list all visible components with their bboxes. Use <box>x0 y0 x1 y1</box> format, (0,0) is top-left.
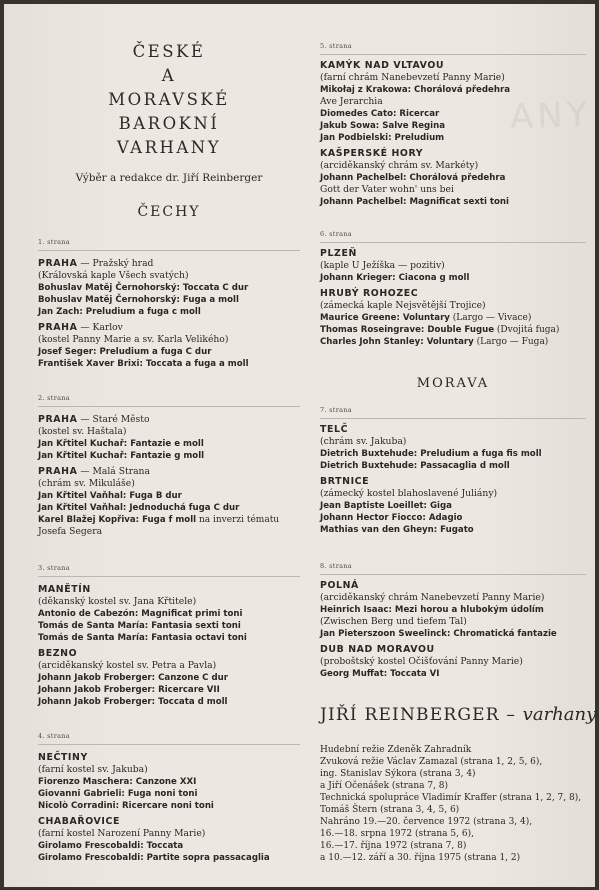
credit-line: Hudební režie Zdeněk Zahradník <box>320 745 472 755</box>
credit-line: 16.—18. srpna 1972 (strana 5, 6), <box>320 829 474 839</box>
track: Mathias van den Gheyn: Fugato <box>320 525 474 535</box>
track: Jan Křtitel Vaňhal: Fuga B dur <box>38 491 182 501</box>
divider <box>38 406 300 407</box>
credit-line: Tomáš Štern (strana 3, 4, 5, 6) <box>320 805 460 815</box>
page-label: 1. strana <box>38 238 70 246</box>
track: Bohuslav Matěj Černohorský: Toccata C dur <box>38 283 249 293</box>
venue-note: (kostel sv. Haštala) <box>38 426 127 437</box>
performer-line: JIŘÍ REINBERGER – varhany <box>320 704 597 725</box>
track: Josef Seger: Preludium a fuga C dur <box>38 347 212 357</box>
divider <box>320 242 586 243</box>
section-morava: MORAVA <box>416 376 490 391</box>
track: Georg Muffat: Toccata VI <box>320 669 440 679</box>
venue-note: (farní chrám Nanebevzetí Panny Marie) <box>320 72 505 83</box>
page-label: 5. strana <box>320 42 352 50</box>
divider <box>38 744 300 745</box>
venue-heading: PRAHA — Pražský hrad <box>38 258 154 269</box>
page-label: 4. strana <box>38 732 70 740</box>
track: Johann Krieger: Ciacona g moll <box>320 273 470 283</box>
track: Jan Pieterszoon Sweelinck: Chromatická fantazie <box>320 629 557 639</box>
venue-heading: PRAHA — Malá Strana <box>38 466 150 477</box>
track: Johann Pachelbel: Chorálová předehra <box>320 173 506 183</box>
subtitle: Výběr a redakce dr. Jiří Reinberger <box>75 172 263 184</box>
track: Fiorenzo Maschera: Canzone XXI <box>38 777 197 787</box>
venue-note: (arciděkanský chrám Nanebevzetí Panny Marie) <box>320 592 545 603</box>
venue-heading: POLNÁ <box>320 580 359 591</box>
venue-heading: PRAHA — Staré Město <box>38 414 150 425</box>
venue-note: (kaple U Ježíška — pozitiv) <box>320 260 445 271</box>
venue-heading: NEČTINY <box>38 752 88 763</box>
track: Mikołaj z Krakowa: Chorálová předehra <box>320 85 511 95</box>
venue-note: (zámecká kaple Nejsvětější Trojice) <box>320 300 486 311</box>
page-label: 3. strana <box>38 564 70 572</box>
credit-line: a Jiří Očenášek (strana 7, 8) <box>320 781 449 791</box>
venue-note: (arciděkanský chrám sv. Markéty) <box>320 160 479 171</box>
credit-line: ing. Stanislav Sýkora (strana 3, 4) <box>320 769 476 779</box>
track-continuation: (Zwischen Berg und tiefem Tal) <box>320 616 467 627</box>
track: Bohuslav Matěj Černohorský: Fuga a moll <box>38 295 239 305</box>
venue-heading: HRUBÝ ROHOZEC <box>320 288 419 299</box>
venue-heading: PLZEŇ <box>320 248 357 259</box>
track: Johann Pachelbel: Magnificat sexti toni <box>320 197 509 207</box>
track: Giovanni Gabrieli: Fuga noni toni <box>38 789 198 799</box>
track: Karel Blažej Kopřiva: Fuga f moll na inverzi tématu <box>38 515 280 525</box>
divider <box>320 418 586 419</box>
venue-note: (kostel Panny Marie a sv. Karla Velikého) <box>38 334 229 345</box>
venue-note: (Královská kaple Všech svatých) <box>38 270 189 281</box>
track: Tomás de Santa María: Fantasia octavi toni <box>38 633 247 643</box>
venue-note: (arciděkanský kostel sv. Petra a Pavla) <box>38 660 217 671</box>
venue-heading: TELČ <box>320 424 349 435</box>
track: Nicolò Corradini: Ricercare noni toni <box>38 801 214 811</box>
venue-note: (zámecký kostel blahoslavené Juliány) <box>320 488 498 499</box>
venue-note: (chrám sv. Mikuláše) <box>38 478 135 489</box>
title-line-5: VARHANY <box>116 138 222 157</box>
venue-note: (děkanský kostel sv. Jana Křtitele) <box>38 596 197 607</box>
venue-heading: PRAHA — Karlov <box>38 322 123 333</box>
track: Heinrich Isaac: Mezi horou a hlubokým údolím <box>320 605 544 615</box>
track: Charles John Stanley: Voluntary (Largo — Fuga) <box>320 337 549 347</box>
venue-heading: BEZNO <box>38 648 78 659</box>
track: Maurice Greene: Voluntary (Largo — Vivace) <box>320 313 532 323</box>
page-label: 8. strana <box>320 562 352 570</box>
track: Jean Baptiste Loeillet: Giga <box>320 501 452 511</box>
section-cechy: ČECHY <box>137 204 201 220</box>
venue-heading: DUB NAD MORAVOU <box>320 644 435 655</box>
divider <box>320 54 586 55</box>
venue-note: (proboštský kostel Očišťování Panny Marie) <box>320 656 523 667</box>
track: Jan Křtitel Kuchař: Fantazie e moll <box>38 439 204 449</box>
title-line-4: BAROKNÍ <box>118 114 220 133</box>
track: Dietrich Buxtehude: Passacaglia d moll <box>320 461 510 471</box>
venue-note: (farní kostel Narození Panny Marie) <box>38 828 206 839</box>
venue-heading: BRTNICE <box>320 476 370 487</box>
venue-heading: CHABAŘOVICE <box>38 816 120 827</box>
credit-line: Nahráno 19.—20. července 1972 (strana 3, 4), <box>320 817 533 827</box>
divider <box>38 576 300 577</box>
venue-heading: KAMÝK NAD VLTAVOU <box>320 60 445 71</box>
track-continuation: Gott der Vater wohn' uns bei <box>320 184 454 195</box>
track: Jan Podbielski: Preludium <box>320 133 445 143</box>
title-line-1: ČESKÉ <box>132 42 206 61</box>
track: František Xaver Brixi: Toccata a fuga a moll <box>38 359 249 369</box>
track: Johann Jakob Froberger: Canzone C dur <box>38 673 228 683</box>
track: Jan Zach: Preludium a fuga c moll <box>38 307 201 317</box>
credit-line: Technická spolupráce Vladimír Kraffer (strana 1, 2, 7, 8), <box>320 793 582 803</box>
track: Tomás de Santa María: Fantasia sexti toni <box>38 621 241 631</box>
venue-note: (chrám sv. Jakuba) <box>320 436 407 447</box>
track: Thomas Roseingrave: Double Fugue (Dvojitá fuga) <box>320 325 560 335</box>
track: Jan Křtitel Vaňhal: Jednoduchá fuga C dur <box>38 503 240 513</box>
credit-line: 16.—17. října 1972 (strana 7, 8) <box>320 841 467 851</box>
track: Johann Jakob Froberger: Toccata d moll <box>38 697 228 707</box>
track: Dietrich Buxtehude: Preludium a fuga fis moll <box>320 449 542 459</box>
page-label: 7. strana <box>320 406 352 414</box>
track-continuation: Ave Jerarchia <box>320 96 383 107</box>
credit-line: a 10.—12. září a 30. října 1975 (strana 1, 2) <box>320 853 521 863</box>
track: Antonio de Cabezón: Magnificat primi toni <box>38 609 243 619</box>
track: Jakub Sowa: Salve Regina <box>320 121 446 131</box>
page-label: 6. strana <box>320 230 352 238</box>
title-line-2: A <box>161 66 177 85</box>
track: Diomedes Cato: Ricercar <box>320 109 440 119</box>
title-line-3: MORAVSKÉ <box>108 90 230 109</box>
credit-line: Zvuková režie Václav Zamazal (strana 1, 2, 5, 6), <box>320 757 543 767</box>
track: Johann Jakob Froberger: Ricercare VII <box>38 685 220 695</box>
track-continuation: Josefa Segera <box>38 526 103 537</box>
track: Girolamo Frescobaldi: Toccata <box>38 841 184 851</box>
booklet-page <box>4 4 595 887</box>
track: Johann Hector Fiocco: Adagio <box>320 513 463 523</box>
venue-heading: MANĚTÍN <box>38 584 91 595</box>
venue-heading: KAŠPERSKÉ HORY <box>320 148 424 159</box>
divider <box>320 574 586 575</box>
page-label: 2. strana <box>38 394 70 402</box>
bleed-through-print: ANY <box>509 94 593 138</box>
venue-note: (farní kostel sv. Jakuba) <box>38 764 148 775</box>
divider <box>38 250 300 251</box>
track: Girolamo Frescobaldi: Partite sopra passacaglia <box>38 853 270 863</box>
track: Jan Křtitel Kuchař: Fantazie g moll <box>38 451 205 461</box>
